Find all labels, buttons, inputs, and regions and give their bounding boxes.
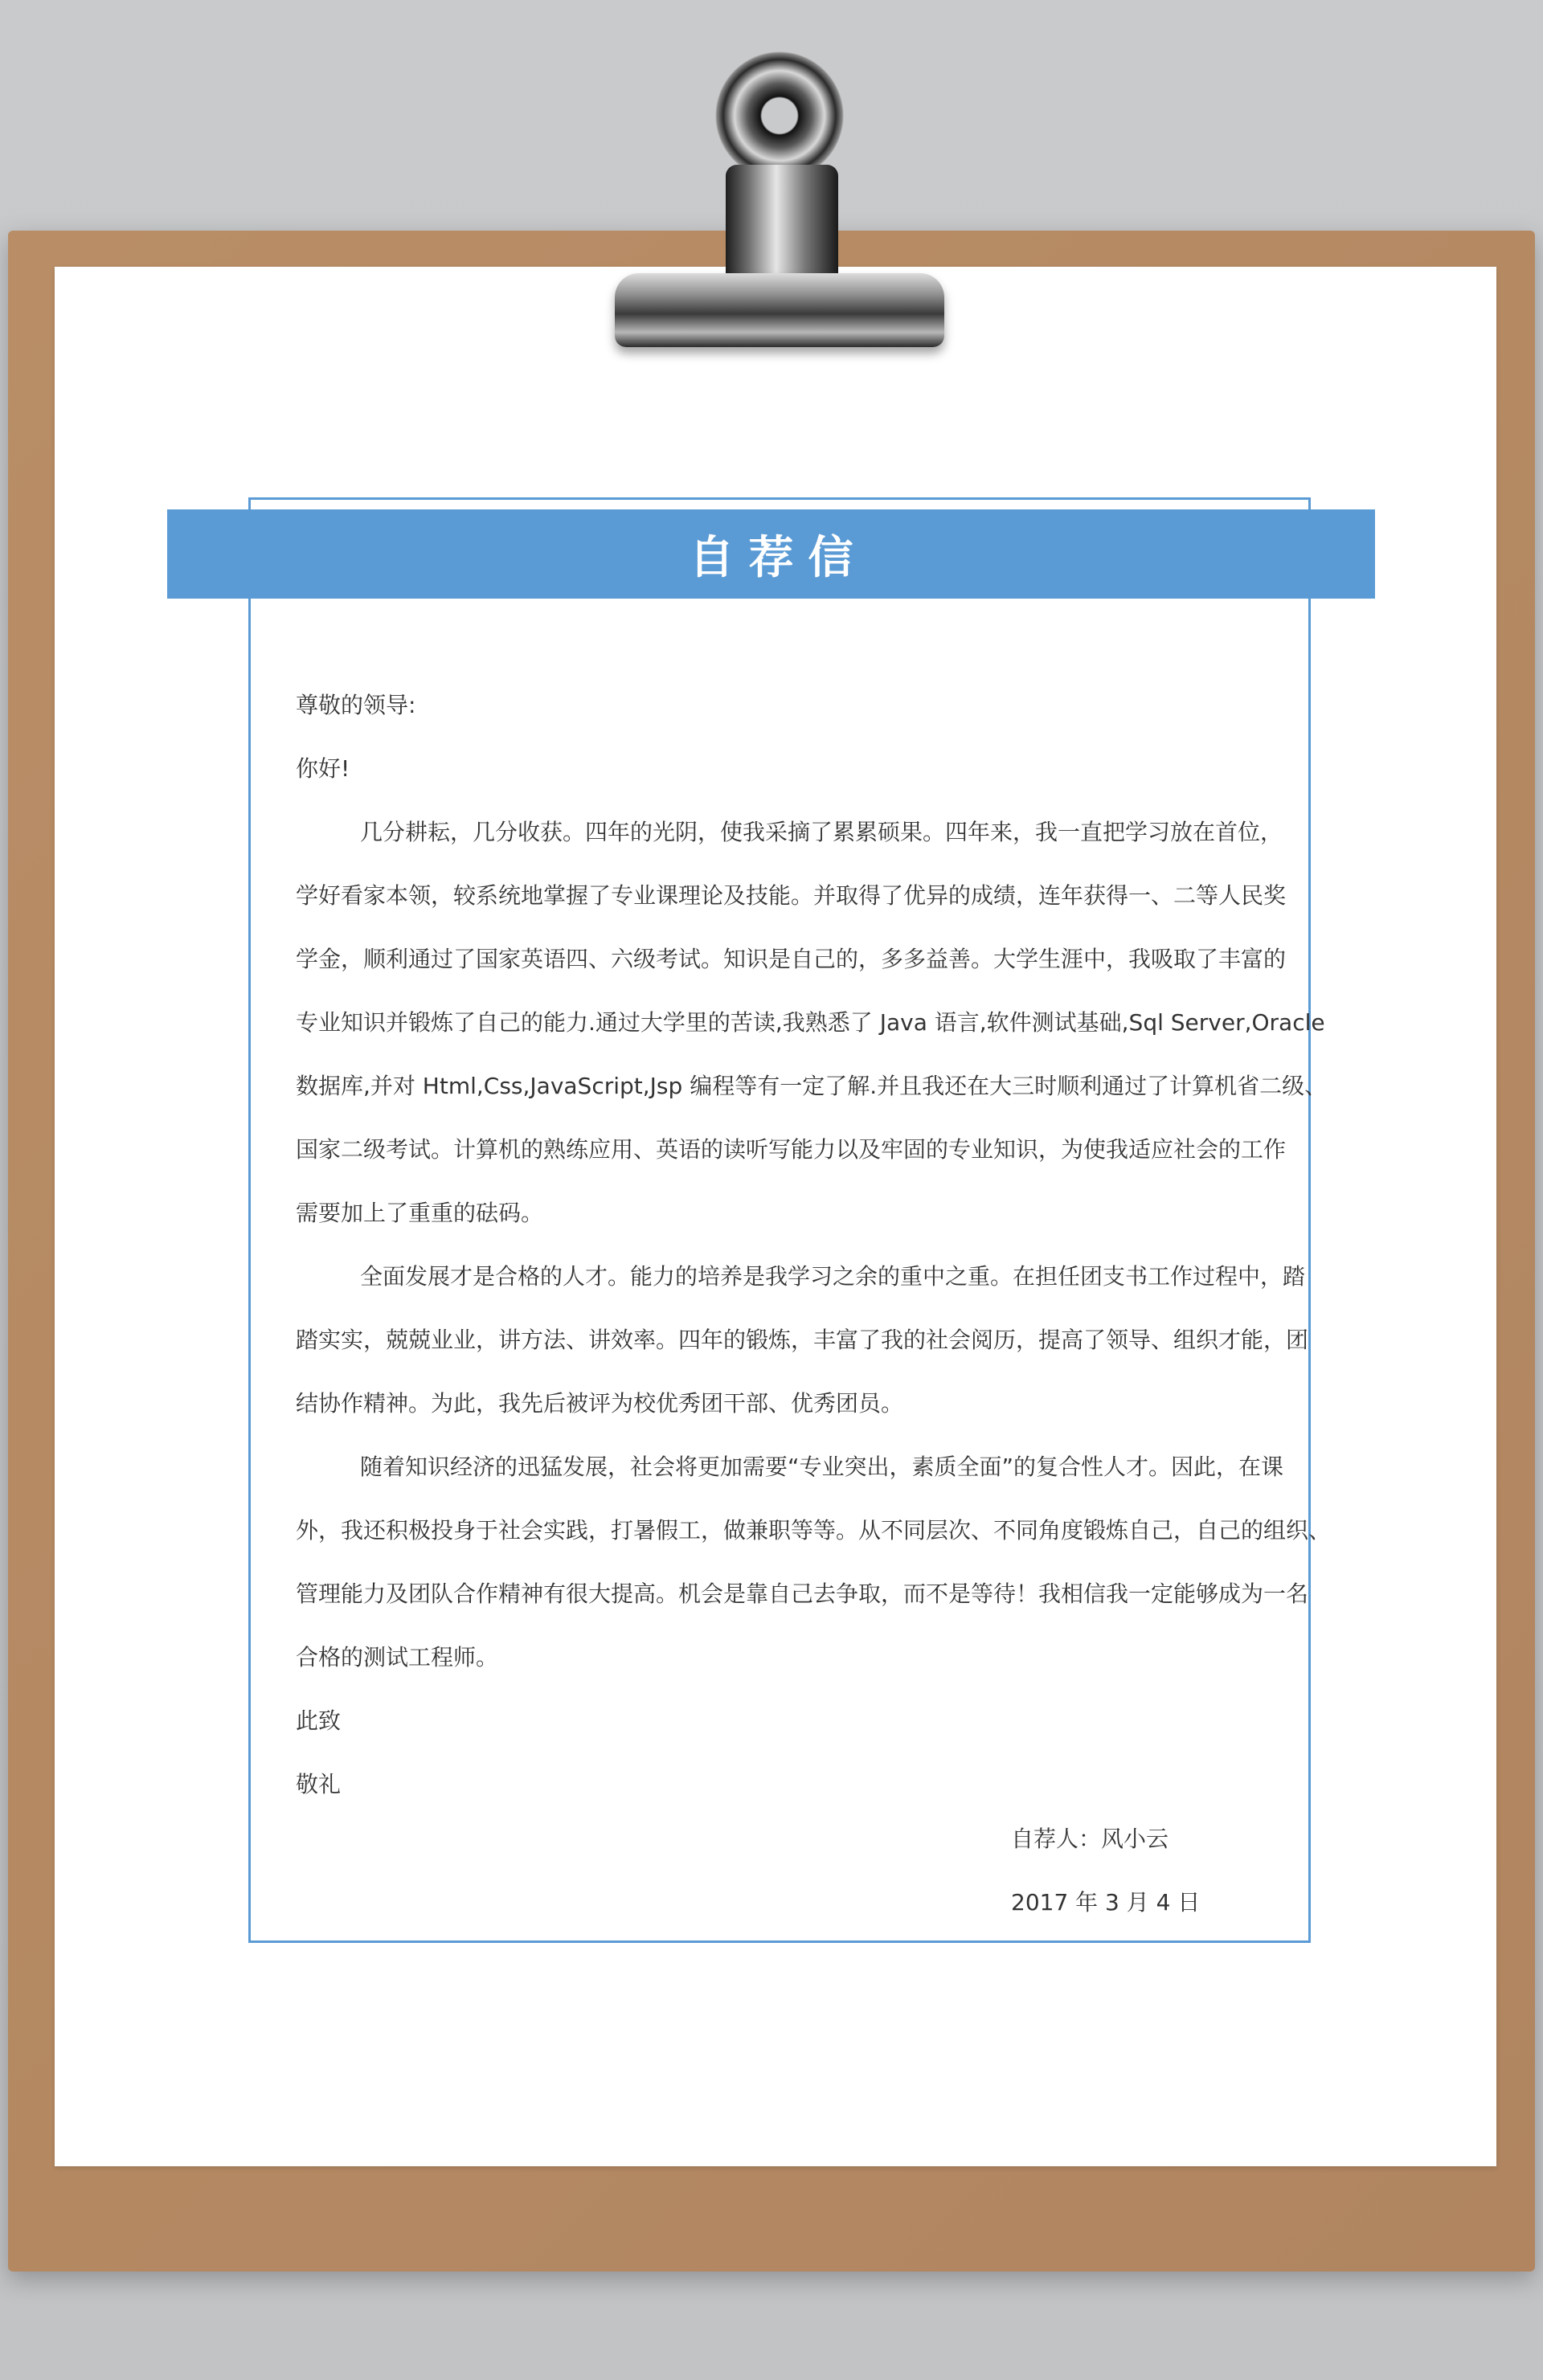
paragraph-2 (296, 1245, 1309, 1435)
paragraph-line: 随着知识经济的迅猛发展，社会将更加需要“专业突出，素质全面”的复合性人才。因此，在课 (360, 1454, 1284, 1480)
paragraph-line: 踏实实，兢兢业业，讲方法、讲效率。四年的锻炼，丰富了我的社会阅历，提高了领导、组织才能，团 (296, 1327, 1309, 1353)
paragraph-line: 学金，顺利通过了国家英语四、六级考试。知识是自己的，多多益善。大学生涯中，我吸取了丰富的 (296, 946, 1287, 972)
paragraph-3 (296, 1435, 1332, 1689)
letter-body (296, 673, 1332, 1816)
paragraph-line: 专业知识并锻炼了自己的能力.通过大学里的苦读,我熟悉了 Java 语言,软件测试基础,Sql Server,Oracle (296, 1009, 1325, 1036)
paragraph-line: 合格的测试工程师。 (296, 1644, 499, 1670)
paragraph-line: 全面发展才是合格的人才。能力的培养是我学习之余的重中之重。在担任团支书工作过程中，踏 (360, 1263, 1306, 1290)
paragraph-line: 几分耕耘，几分收获。四年的光阴，使我采摘了累累硕果。四年来，我一直把学习放在首位， (360, 819, 1283, 845)
salutation: 尊敬的领导: (296, 692, 416, 718)
paragraph-1 (296, 800, 1328, 1245)
clip-base (615, 273, 944, 347)
paragraph-line: 需要加上了重重的砝码。 (296, 1200, 544, 1226)
clip-ring (715, 51, 844, 180)
paragraph-line: 学好看家本领，较系统地掌握了专业课理论及技能。并取得了优异的成绩，连年获得一、二等人民奖 (296, 882, 1287, 909)
date: 2017 年 3 月 4 日 (1011, 1889, 1201, 1916)
closing-ci-zhi: 此致 (296, 1707, 342, 1734)
signature-block (1011, 1807, 1200, 1934)
paragraph-line: 国家二级考试。计算机的熟练应用、英语的读听写能力以及牢固的专业知识，为使我适应社会的工作 (296, 1136, 1287, 1163)
page-title: 自荐信 (689, 531, 868, 584)
paragraph-line: 数据库,并对 Html,Css,JavaScript,Jsp 编程等有一定了解.并且我还在大三时顺利通过了计算机省二级、 (296, 1073, 1328, 1099)
paragraph-line: 管理能力及团队合作精神有很大提高。机会是靠自己去争取，而不是等待！我相信我一定能够成为一名 (296, 1581, 1309, 1607)
paragraph-line: 结协作精神。为此，我先后被评为校优秀团干部、优秀团员。 (296, 1390, 904, 1417)
title-banner (167, 509, 1375, 599)
clip-neck (726, 165, 838, 285)
greeting: 你好! (296, 755, 350, 782)
paragraph-line: 外，我还积极投身于社会实践，打暑假工，做兼职等等。从不同层次、不同角度锻炼自己，自己的组织、 (296, 1517, 1332, 1544)
signature: 自荐人：风小云 (1011, 1826, 1169, 1852)
closing-jing-li: 敬礼 (296, 1771, 342, 1797)
